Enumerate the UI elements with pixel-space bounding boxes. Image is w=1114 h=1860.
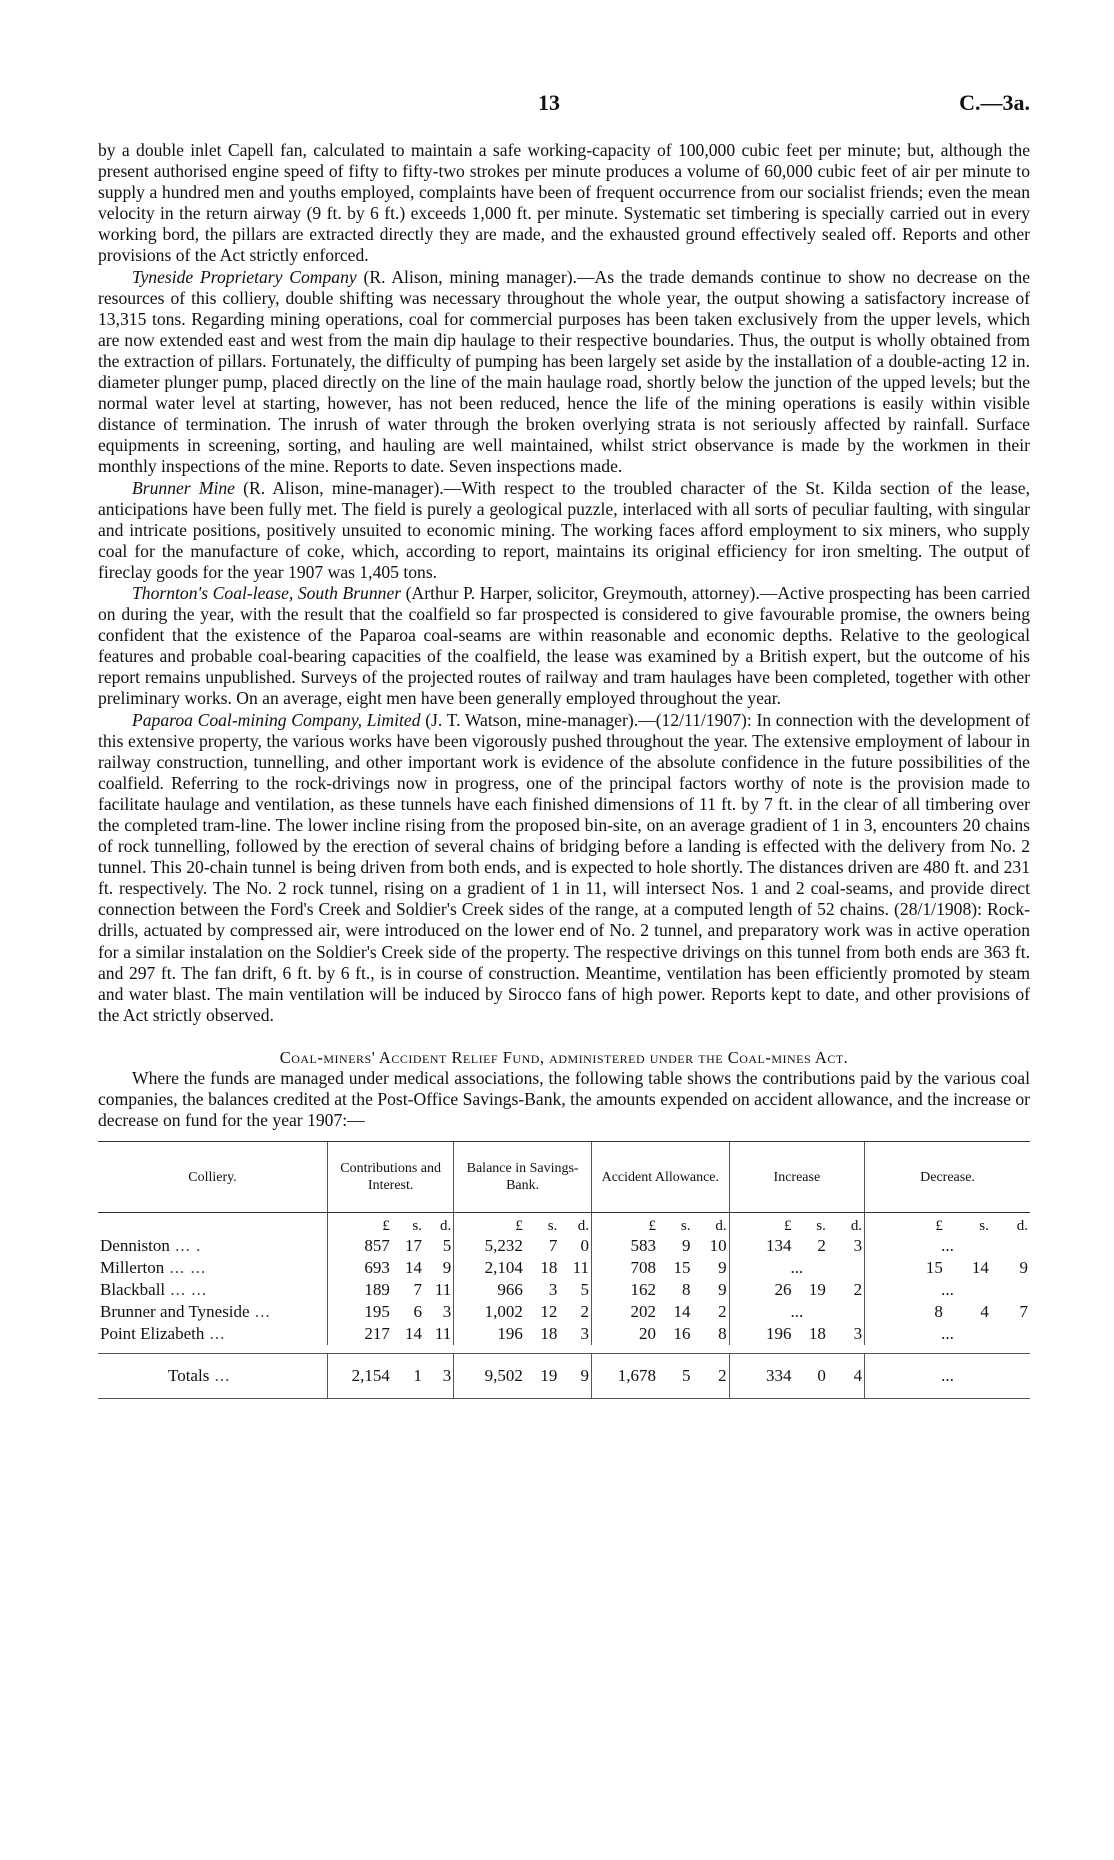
table-row [98,1323,1030,1345]
colliery-label: Totals [168,1366,210,1386]
pence-value: 5 [580,1280,589,1300]
shillings-value: 19 [525,1354,559,1399]
colliery-heading: Paparoa Coal-mining Company, Limited [132,709,421,730]
pounds-value: 196 [729,1323,793,1345]
colliery-label: Blackball [100,1280,166,1300]
pounds-value: 1,002 [454,1301,525,1323]
colliery-name [98,1301,328,1323]
column-header: Decrease. [865,1142,1030,1213]
units-spacer [98,1213,328,1236]
page-header [98,90,1030,130]
pounds-value: 5,232 [454,1235,525,1257]
unit-label: d. [577,1218,589,1235]
shillings-value: 14 [673,1302,691,1322]
pounds-value: 334 [729,1354,793,1399]
pounds-value: 583 [591,1235,658,1257]
pounds-value: 26 [729,1279,793,1301]
empty-value: ... [865,1279,1030,1301]
paragraph-fan: by a double inlet Capell fan, calculated to maintain a safe working-capacity of 100,000 cubic feet per minute; but, although the present authorised engine speed of fifty to fifty-two strokes per minute produces a volume of 60,000 cubic feet of air per minute to supply a hundred men and youths employed, complaints have been of frequent occurrence from our socialist friends; even the mean velocity in the return airway (9 ft. by 6 ft.) exceeds 1,000 ft. per minute. Systematic set timbering is specially carried out in every working bord, the pillars are extracted directly they are made, and the exhausted ground effectively sealed off. Reports and other provisions of the Act strictly enforced. [98,140,1030,266]
column-header: Colliery. [98,1142,328,1213]
pence-value: 11 [572,1258,589,1278]
shillings-value: 14 [404,1258,422,1278]
table-body [98,1213,1030,1399]
shillings-value: 17 [404,1236,422,1256]
unit-label: d. [850,1218,863,1235]
shillings-value: 6 [413,1302,422,1322]
colliery-heading: Brunner Mine [132,477,235,498]
shillings-value: 9 [681,1236,691,1256]
column-header: Balance in Savings-Bank. [454,1142,592,1213]
paragraph-brunner: Brunner Mine (R. Alison, mine-manager).—With respect to the troubled character of the St. Kilda section of the lease, anticipations have been fully met. The field is purely a geological puzzle, interlaced with all sorts of peculiar faulting, with singular and intricate positions, positively unsuited to economic mining. The working faces afford employment to six miners, who supply coal for the manufacture of coke, which, according to report, maintains its original efficiency for iron smelting. The output of fireclay goods for the year 1907 was 1,405 tons. [98,477,1030,582]
dot-leader: ... . [169,1236,202,1256]
table-row [98,1301,1030,1323]
pounds-value: 708 [591,1257,658,1279]
shillings-value: 15 [673,1258,691,1278]
pounds-value: 20 [591,1323,658,1345]
colliery-heading: Tyneside Proprietary Company [132,266,357,287]
unit-label: £ [729,1213,793,1236]
pence-value: 4 [828,1354,865,1399]
shillings-value: 8 [681,1280,691,1300]
shillings-value: 5 [658,1354,692,1399]
shillings-value: 7 [413,1280,422,1300]
empty-value: ... [865,1235,1030,1257]
pounds-value: 2,154 [328,1354,392,1399]
dot-leader: ... ... [165,1280,208,1300]
pence-value: 2 [580,1302,589,1322]
spacer-row [98,1345,1030,1354]
colliery-label: Denniston [100,1236,170,1256]
unit-label: s. [979,1218,989,1235]
spacer-cell [98,1345,1030,1354]
shillings-value: 2 [817,1236,826,1256]
shillings-value: 12 [540,1302,558,1322]
pounds-value: 217 [328,1323,392,1345]
shillings-value: 3 [548,1280,558,1300]
report-body [98,140,1030,1026]
pence-value: 11 [434,1324,452,1344]
pounds-value: 693 [328,1257,392,1279]
empty-value: ... [729,1301,864,1323]
column-header: Contributions and Interest. [328,1142,454,1213]
unit-label: s. [680,1218,691,1235]
document-page [98,90,1030,1399]
pence-value: 3 [442,1302,452,1322]
shillings-value: 14 [971,1258,989,1278]
pounds-value: 195 [328,1301,392,1323]
colliery-label: Point Elizabeth [100,1324,205,1344]
pence-value: 3 [580,1324,589,1344]
pence-value: 11 [434,1280,452,1300]
unit-label: s. [412,1218,422,1235]
pounds-value: 196 [454,1323,525,1345]
unit-label: s. [547,1218,558,1235]
empty-value: ... [865,1354,1030,1399]
empty-value: ... [865,1323,1030,1345]
colliery-label: Brunner and Tyneside [100,1302,250,1322]
unit-label: d. [1016,1218,1028,1235]
paragraph-tyneside: Tyneside Proprietary Company (R. Alison, mining manager).—As the trade demands continue to show no decrease on the resources of this colliery, double shifting was necessary throughout the whole year, the output showing a satisfactory increase of 13,315 tons. Regarding mining operations, coal for commercial purposes has been taken exclusively from the upper levels, which are now extended east and west from the main dip haulage to their respective boundaries. Thus, the output is wholly obtained from the extraction of pillars. Fortunately, the difficulty of pumping has been largely set aside by the installation of a double-acting 12 in. diameter plunger pump, placed directly on the line of the main haulage road, shortly below the junction of the upped levels; but the normal water level at starting, however, has not been reduced, hence the life of the mining operations is easily within visible distance of termination. The inrush of water through the broken overlying strata is not seriously affected by rainfall. Surface equipments in screening, sorting, and hauling are well maintained, whilst strict observance is made by the workmen in their monthly inspections of the mine. Reports to date. Seven inspections made. [98,266,1031,477]
pounds-value: 162 [591,1279,658,1301]
colliery-name [98,1323,328,1345]
shillings-value: 7 [548,1236,558,1256]
pounds-value: 2,104 [454,1257,525,1279]
pounds-value: 1,678 [591,1354,658,1399]
unit-label: £ [328,1213,392,1236]
colliery-name [98,1257,328,1279]
colliery-name [98,1354,328,1399]
pence-value: 9 [559,1354,591,1399]
unit-label: d. [440,1218,452,1235]
pence-value: 3 [853,1324,863,1344]
pence-value: 9 [718,1280,727,1300]
unit-label: d. [715,1218,727,1235]
unit-label: £ [454,1213,525,1236]
dot-leader: ... ... [164,1258,207,1278]
table-row [98,1279,1030,1301]
column-header: Increase [729,1142,864,1213]
shillings-value: 14 [404,1324,422,1344]
pence-value: 3 [853,1236,863,1256]
page-number: 13 [538,90,560,115]
pence-value: 2 [692,1354,729,1399]
empty-value: ... [729,1257,864,1279]
shillings-value: 18 [540,1258,558,1278]
pounds-value: 15 [865,1257,945,1279]
report-reference: C.—3a. [959,90,1030,115]
section-title: Coal-miners' Accident Relief Fund, administered under the Coal-mines Act. [279,1047,849,1067]
table-row [98,1257,1030,1279]
pence-value: 10 [709,1236,727,1256]
colliery-label: Millerton [100,1258,165,1278]
shillings-value: 16 [673,1324,691,1344]
pence-value: 7 [1019,1302,1028,1322]
units-row [98,1213,1030,1236]
paragraph-thornton: Thornton's Coal-lease, South Brunner (Arthur P. Harper, solicitor, Greymouth, attorney).—Active prospecting has been carried on during the year, with the result that the coalfield so far prospected is considered to give favourable promise, the owners being confident that the existence of the Paparoa coal-seams are within reasonable and economic depths. Relative to the geological features and probable coal-bearing capacities of the coalfield, the lease was examined by a British expert, but the outcome of his report remains unpublished. Surveys of the projected routes of railway and tram haulages have been completed, together with other preliminary works. On an average, eight men have been generally employed throughout the year. [98,582,1030,709]
relief-fund-table [98,1141,1030,1399]
shillings-value: 18 [808,1324,826,1344]
unit-label: £ [865,1213,945,1236]
shillings-value: 18 [540,1324,558,1344]
shillings-value: 0 [793,1354,827,1399]
pounds-value: 134 [729,1235,793,1257]
unit-label: s. [816,1218,826,1235]
pence-value: 3 [424,1354,454,1399]
colliery-name [98,1235,328,1257]
pounds-value: 966 [454,1279,525,1301]
colliery-name [98,1279,328,1301]
unit-label: £ [591,1213,658,1236]
pounds-value: 9,502 [454,1354,525,1399]
pence-value: 0 [580,1236,589,1256]
shillings-value: 1 [392,1354,424,1399]
pence-value: 9 [442,1258,452,1278]
shillings-value: 4 [980,1302,989,1322]
table-header-row [98,1142,1030,1213]
pounds-value: 8 [865,1301,945,1323]
table-row [98,1235,1030,1257]
pence-value: 9 [718,1258,727,1278]
pence-value: 2 [718,1302,727,1322]
pence-value: 2 [853,1280,863,1300]
pounds-value: 857 [328,1235,392,1257]
pounds-value: 189 [328,1279,392,1301]
shillings-value: 19 [808,1280,826,1300]
pence-value: 9 [1019,1258,1028,1278]
totals-row [98,1354,1030,1399]
pounds-value: 202 [591,1301,658,1323]
colliery-heading: Thornton's Coal-lease, South Brunner [132,582,402,603]
section-intro: Where the funds are managed under medical associations, the following table shows the contributions paid by the various coal companies, the balances credited at the Post-Office Savings-Bank, the amounts expended on accident allowance, and the increase or decrease on fund for the year 1907:— [98,1067,1030,1131]
dot-leader: ... [209,1366,231,1386]
dot-leader: ... [249,1302,271,1322]
dot-leader: ... [204,1324,226,1344]
paragraph-paparoa: Paparoa Coal-mining Company, Limited (J. T. Watson, mine-manager).—(12/11/1907): In connection with the development of this extensive property, the various works have been vigorously pushed throughout the year. The extensive employment of labour in railway construction, tunnelling, and other important work is evidence of the absolute confidence in the future possibilities of the coalfield. Referring to the rock-drivings now in progress, one of the principal factors worthy of note is the provision made to facilitate haulage and ventilation, as these tunnels have each finished dimensions of 11 ft. by 7 ft. in the clear of all timbering over the completed tram-line. The lower incline rising from the proposed bin-site, on an average gradient of 1 in 3, encounters 20 chains of rock tunnelling, followed by the erection of several chains of bridging before a landing is effected with the delivery from No. 2 tunnel. This 20-chain tunnel is being driven from both ends, and is expected to hole shortly. The distances driven are 480 ft. and 231 ft. respectively. The No. 2 rock tunnel, rising on a gradient of 1 in 11, will intersect Nos. 1 and 2 coal-seams, and provide direct connection between the Ford's Creek and Soldier's Creek sides of the range, at a computed length of 52 chains. (28/1/1908): Rock-drills, actuated by compressed air, were introduced on the lower end of No. 2 tunnel, and preparatory work was in active operation for a similar instalation on the Soldier's Creek side of the property. The respective drivings on this tunnel from both ends are 363 ft. and 297 ft. The fan drift, 6 ft. by 6 ft., is in course of construction. Meantime, ventilation has been efficiently promoted by steam and water blast. The main ventilation will be induced by Sirocco fans of high power. Reports kept to date, and other provisions of the Act strictly observed. [98,709,1030,1025]
pence-value: 5 [442,1236,452,1256]
pence-value: 8 [718,1324,727,1344]
column-header: Accident Allowance. [591,1142,729,1213]
